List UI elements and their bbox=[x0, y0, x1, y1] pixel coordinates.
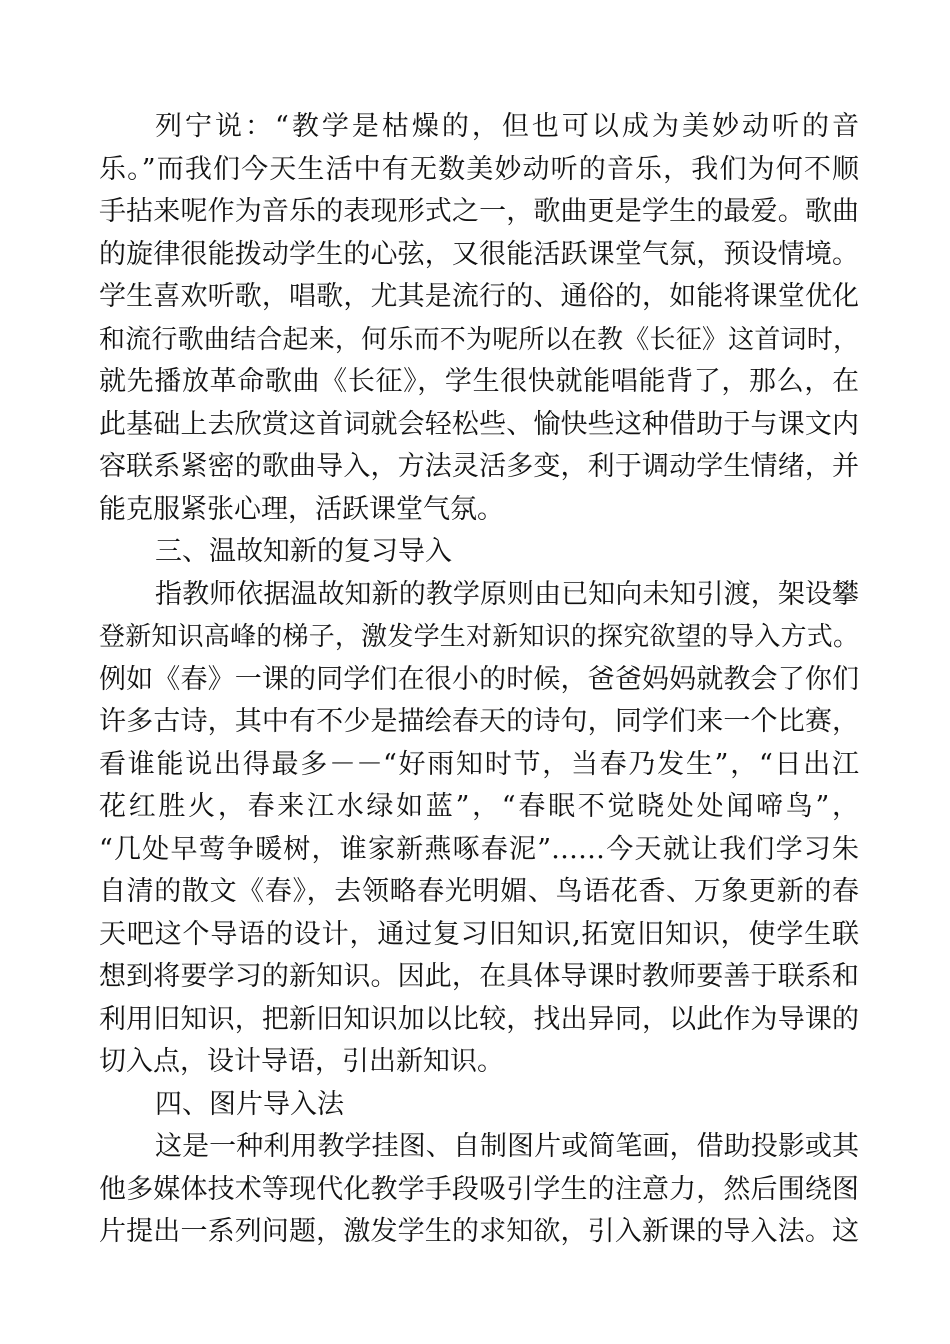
text-line: 自清的散文《春》，去领略春光明媚、鸟语花香、万象更新的春 bbox=[99, 876, 859, 907]
text-line: 这是一种利用教学挂图、自制图片或简笔画，借助投影或其 bbox=[155, 1131, 859, 1162]
text-line: 例如《春》一课的同学们在很小的时候，爸爸妈妈就教会了你们 bbox=[99, 663, 859, 695]
text-line: 能克服紧张心理，活跃课堂气氛。 bbox=[99, 493, 504, 525]
text-line: 容联系紧密的歌曲导入，方法灵活多变，利于调动学生情绪，并 bbox=[99, 451, 859, 482]
text-line: 的旋律很能拨动学生的心弦，又很能活跃课堂气氛，预设情境。 bbox=[99, 238, 859, 270]
text-line: 登新知识高峰的梯子，激发学生对新知识的探究欲望的导入方式。 bbox=[99, 622, 859, 652]
text-line: 指教师依据温故知新的教学原则由已知向未知引渡，架设攀 bbox=[155, 578, 859, 610]
body-paragraph bbox=[99, 106, 859, 531]
text-line: 许多古诗，其中有不少是描绘春天的诗句，同学们来一个比赛， bbox=[99, 706, 859, 737]
text-line: 此基础上去欣赏这首词就会轻松些、愉快些这种借助于与课文内 bbox=[99, 408, 859, 440]
text-line: 天吧这个导语的设计，通过复习旧知识,拓宽旧知识，使学生联 bbox=[99, 918, 859, 950]
text-line: 利用旧知识，把新旧知识加以比较，找出异同，以此作为导课的 bbox=[99, 1003, 859, 1035]
body-paragraph bbox=[99, 574, 859, 1084]
text-line: 列宁说：“教学是枯燥的，但也可以成为美妙动听的音 bbox=[155, 111, 859, 142]
text-line: 乐。”而我们今天生活中有无数美妙动听的音乐，我们为何不顺 bbox=[99, 153, 859, 185]
text-line: “几处早莺争暖树，谁家新燕啄春泥”……今天就让我们学习朱 bbox=[99, 833, 859, 865]
text-line: 学生喜欢听歌，唱歌，尤其是流行的、通俗的，如能将课堂优化 bbox=[99, 281, 859, 312]
text-line: 花红胜火，春来江水绿如蓝”，“春眠不觉晓处处闻啼鸟”， bbox=[99, 791, 859, 822]
text-line: 切入点，设计导语，引出新知识。 bbox=[99, 1046, 504, 1077]
document-page bbox=[99, 106, 859, 1254]
text-line: 和流行歌曲结合起来，何乐而不为呢所以在教《长征》这首词时， bbox=[99, 324, 859, 355]
text-line: 看谁能说出得最多－－“好雨知时节，当春乃发生”，“日出江 bbox=[99, 748, 859, 780]
body-paragraph bbox=[99, 1126, 859, 1254]
text-line: 片提出一系列问题，激发学生的求知欲，引入新课的导入法。这 bbox=[99, 1216, 859, 1247]
text-line: 就先播放革命歌曲《长征》，学生很快就能唱能背了，那么，在 bbox=[99, 366, 859, 397]
text-line: 手拈来呢作为音乐的表现形式之一，歌曲更是学生的最爱。歌曲 bbox=[99, 196, 859, 227]
section-heading: 三、温故知新的复习导入 bbox=[155, 536, 452, 567]
text-line: 想到将要学习的新知识。因此，在具体导课时教师要善于联系和 bbox=[99, 961, 859, 992]
text-line: 他多媒体技术等现代化教学手段吸引学生的注意力，然后围绕图 bbox=[99, 1173, 859, 1205]
section-heading: 四、图片导入法 bbox=[155, 1088, 344, 1120]
